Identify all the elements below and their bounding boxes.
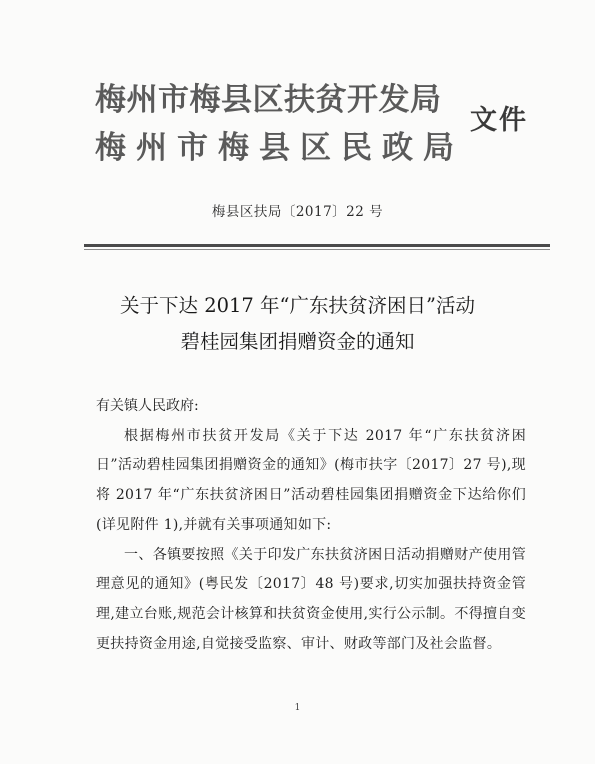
page-number: 1 <box>294 703 301 713</box>
document-number: 梅县区扶局〔2017〕22 号 <box>211 204 384 220</box>
addressee: 有关镇人民政府: <box>96 398 199 414</box>
body-paragraph-1: 根据梅州市扶贫开发局《关于下达 2017 年“广东扶贫济困日”活动碧桂园集团捐赠资金的通知》(梅市扶字〔2017〕27 号),现将 2017 年“广东扶贫济困日”活动碧桂园集团捐赠资金下达给你们(详见附件 1),并就有关事项通知如下: <box>96 427 526 533</box>
title-line-1: 关于下达 2017 年“广东扶贫济困日”活动 <box>120 294 475 317</box>
header-divider-thin <box>84 249 550 250</box>
document-title <box>60 288 535 360</box>
header-divider-thick <box>84 244 550 247</box>
document-body <box>96 392 526 659</box>
body-paragraph-2: 一、各镇要按照《关于印发广东扶贫济困日活动捐赠财产使用管理意见的通知》(粤民发〔2017〕48 号)要求,切实加强扶持资金管理,建立台账,规范会计核算和扶贫资金使用,实行公示制。不得擅自变更扶持资金用途,自觉接受监察、审计、财政等部门及社会监督。 <box>96 546 526 652</box>
issuer-name-2: 梅州市梅县区民政局 <box>95 130 464 166</box>
document-suffix: 文件 <box>470 105 528 136</box>
issuer-name-1: 梅州市梅县区扶贫开发局 <box>95 82 442 118</box>
issuing-agencies <box>95 76 464 172</box>
title-line-2: 碧桂园集团捐赠资金的通知 <box>180 330 415 353</box>
